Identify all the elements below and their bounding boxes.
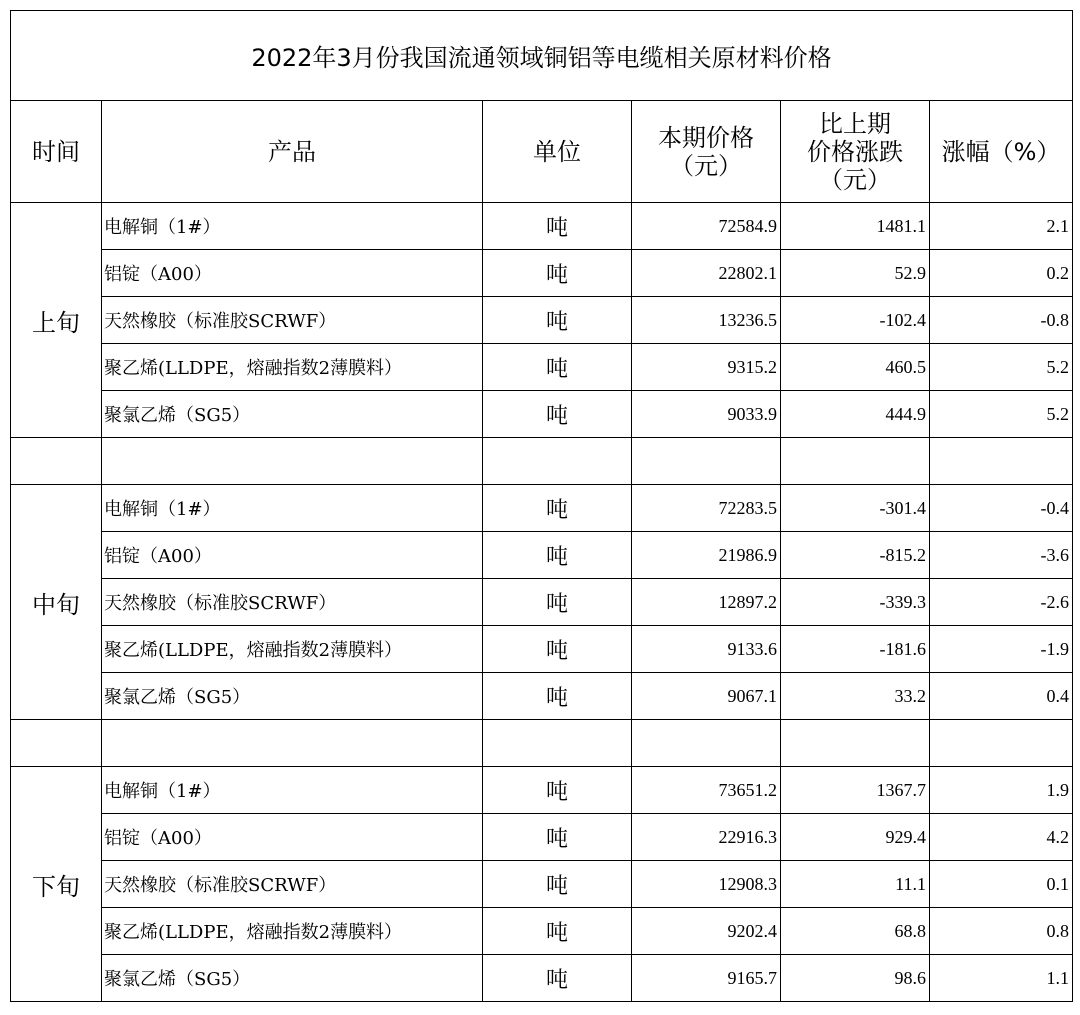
product-cell: 聚氯乙烯（SG5） xyxy=(102,673,483,720)
spacer-cell xyxy=(483,720,632,767)
spacer-row xyxy=(11,438,1073,485)
pct-cell: -1.9 xyxy=(930,626,1073,673)
change-cell: -301.4 xyxy=(781,485,930,532)
header-price-line1: 本期价格 xyxy=(658,123,754,152)
price-cell: 9033.9 xyxy=(632,391,781,438)
product-cell: 铝锭（A00） xyxy=(102,250,483,297)
price-cell: 9315.2 xyxy=(632,344,781,391)
price-cell: 12897.2 xyxy=(632,579,781,626)
table-row xyxy=(11,203,1073,250)
table-title: 2022年3月份我国流通领域铜铝等电缆相关原材料价格 xyxy=(11,11,1073,101)
change-cell: -339.3 xyxy=(781,579,930,626)
spacer-cell xyxy=(102,720,483,767)
unit-cell: 吨 xyxy=(483,297,632,344)
table-row xyxy=(11,767,1073,814)
period-cell: 下旬 xyxy=(11,767,102,1002)
unit-cell: 吨 xyxy=(483,908,632,955)
spacer-cell xyxy=(930,438,1073,485)
spacer-cell xyxy=(11,720,102,767)
unit-cell: 吨 xyxy=(483,626,632,673)
pct-cell: 2.1 xyxy=(930,203,1073,250)
spacer-row xyxy=(11,720,1073,767)
change-cell: 68.8 xyxy=(781,908,930,955)
price-cell: 73651.2 xyxy=(632,767,781,814)
product-cell: 聚氯乙烯（SG5） xyxy=(102,391,483,438)
product-cell: 聚乙烯(LLDPE，熔融指数2薄膜料） xyxy=(102,344,483,391)
change-cell: 929.4 xyxy=(781,814,930,861)
price-cell: 13236.5 xyxy=(632,297,781,344)
header-pct: 涨幅（%） xyxy=(930,101,1073,203)
spacer-cell xyxy=(102,438,483,485)
price-cell: 9165.7 xyxy=(632,955,781,1002)
unit-cell: 吨 xyxy=(483,861,632,908)
product-cell: 天然橡胶（标准胶SCRWF） xyxy=(102,861,483,908)
product-cell: 电解铜（1#） xyxy=(102,485,483,532)
pct-cell: -3.6 xyxy=(930,532,1073,579)
header-price-line2: （元） xyxy=(670,151,742,180)
product-cell: 聚乙烯(LLDPE，熔融指数2薄膜料） xyxy=(102,908,483,955)
pct-cell: 0.8 xyxy=(930,908,1073,955)
price-cell: 72584.9 xyxy=(632,203,781,250)
unit-cell: 吨 xyxy=(483,250,632,297)
table-row xyxy=(11,955,1073,1002)
table-row xyxy=(11,485,1073,532)
table-row xyxy=(11,579,1073,626)
header-price xyxy=(632,101,781,203)
price-table xyxy=(10,10,1073,1002)
price-cell: 9133.6 xyxy=(632,626,781,673)
pct-cell: 4.2 xyxy=(930,814,1073,861)
header-change-line1: 比上期 xyxy=(819,109,891,138)
table-row xyxy=(11,814,1073,861)
change-cell: 11.1 xyxy=(781,861,930,908)
change-cell: 1367.7 xyxy=(781,767,930,814)
unit-cell: 吨 xyxy=(483,391,632,438)
pct-cell: 5.2 xyxy=(930,391,1073,438)
header-time: 时间 xyxy=(11,101,102,203)
pct-cell: 0.1 xyxy=(930,861,1073,908)
product-cell: 聚乙烯(LLDPE，熔融指数2薄膜料） xyxy=(102,626,483,673)
change-cell: -102.4 xyxy=(781,297,930,344)
product-cell: 天然橡胶（标准胶SCRWF） xyxy=(102,579,483,626)
price-cell: 9202.4 xyxy=(632,908,781,955)
pct-cell: 1.1 xyxy=(930,955,1073,1002)
spacer-cell xyxy=(483,438,632,485)
header-row xyxy=(11,101,1073,203)
header-change-line2: 价格涨跌 xyxy=(807,137,903,166)
pct-cell: -0.4 xyxy=(930,485,1073,532)
header-product: 产品 xyxy=(102,101,483,203)
pct-cell: 0.2 xyxy=(930,250,1073,297)
table-row xyxy=(11,908,1073,955)
price-cell: 21986.9 xyxy=(632,532,781,579)
change-cell: 98.6 xyxy=(781,955,930,1002)
pct-cell: -0.8 xyxy=(930,297,1073,344)
unit-cell: 吨 xyxy=(483,485,632,532)
price-cell: 9067.1 xyxy=(632,673,781,720)
table-row xyxy=(11,391,1073,438)
unit-cell: 吨 xyxy=(483,767,632,814)
unit-cell: 吨 xyxy=(483,673,632,720)
unit-cell: 吨 xyxy=(483,203,632,250)
table-row xyxy=(11,297,1073,344)
price-cell: 22802.1 xyxy=(632,250,781,297)
title-row xyxy=(11,11,1073,101)
period-cell: 上旬 xyxy=(11,203,102,438)
spacer-cell xyxy=(781,438,930,485)
product-cell: 聚氯乙烯（SG5） xyxy=(102,955,483,1002)
table-row xyxy=(11,673,1073,720)
pct-cell: 5.2 xyxy=(930,344,1073,391)
spacer-cell xyxy=(930,720,1073,767)
change-cell: 1481.1 xyxy=(781,203,930,250)
change-cell: -815.2 xyxy=(781,532,930,579)
table-row xyxy=(11,250,1073,297)
spacer-cell xyxy=(781,720,930,767)
header-change-line3: （元） xyxy=(819,165,891,194)
header-unit: 单位 xyxy=(483,101,632,203)
product-cell: 铝锭（A00） xyxy=(102,532,483,579)
change-cell: 444.9 xyxy=(781,391,930,438)
spacer-cell xyxy=(632,438,781,485)
unit-cell: 吨 xyxy=(483,532,632,579)
product-cell: 铝锭（A00） xyxy=(102,814,483,861)
change-cell: -181.6 xyxy=(781,626,930,673)
change-cell: 52.9 xyxy=(781,250,930,297)
product-cell: 电解铜（1#） xyxy=(102,767,483,814)
spacer-cell xyxy=(632,720,781,767)
table-row xyxy=(11,861,1073,908)
pct-cell: 0.4 xyxy=(930,673,1073,720)
unit-cell: 吨 xyxy=(483,344,632,391)
header-change xyxy=(781,101,930,203)
pct-cell: 1.9 xyxy=(930,767,1073,814)
table-row xyxy=(11,344,1073,391)
period-cell: 中旬 xyxy=(11,485,102,720)
unit-cell: 吨 xyxy=(483,814,632,861)
product-cell: 天然橡胶（标准胶SCRWF） xyxy=(102,297,483,344)
pct-cell: -2.6 xyxy=(930,579,1073,626)
price-cell: 72283.5 xyxy=(632,485,781,532)
unit-cell: 吨 xyxy=(483,955,632,1002)
table-row xyxy=(11,532,1073,579)
spacer-cell xyxy=(11,438,102,485)
table-row xyxy=(11,626,1073,673)
unit-cell: 吨 xyxy=(483,579,632,626)
change-cell: 460.5 xyxy=(781,344,930,391)
price-cell: 12908.3 xyxy=(632,861,781,908)
price-cell: 22916.3 xyxy=(632,814,781,861)
product-cell: 电解铜（1#） xyxy=(102,203,483,250)
change-cell: 33.2 xyxy=(781,673,930,720)
